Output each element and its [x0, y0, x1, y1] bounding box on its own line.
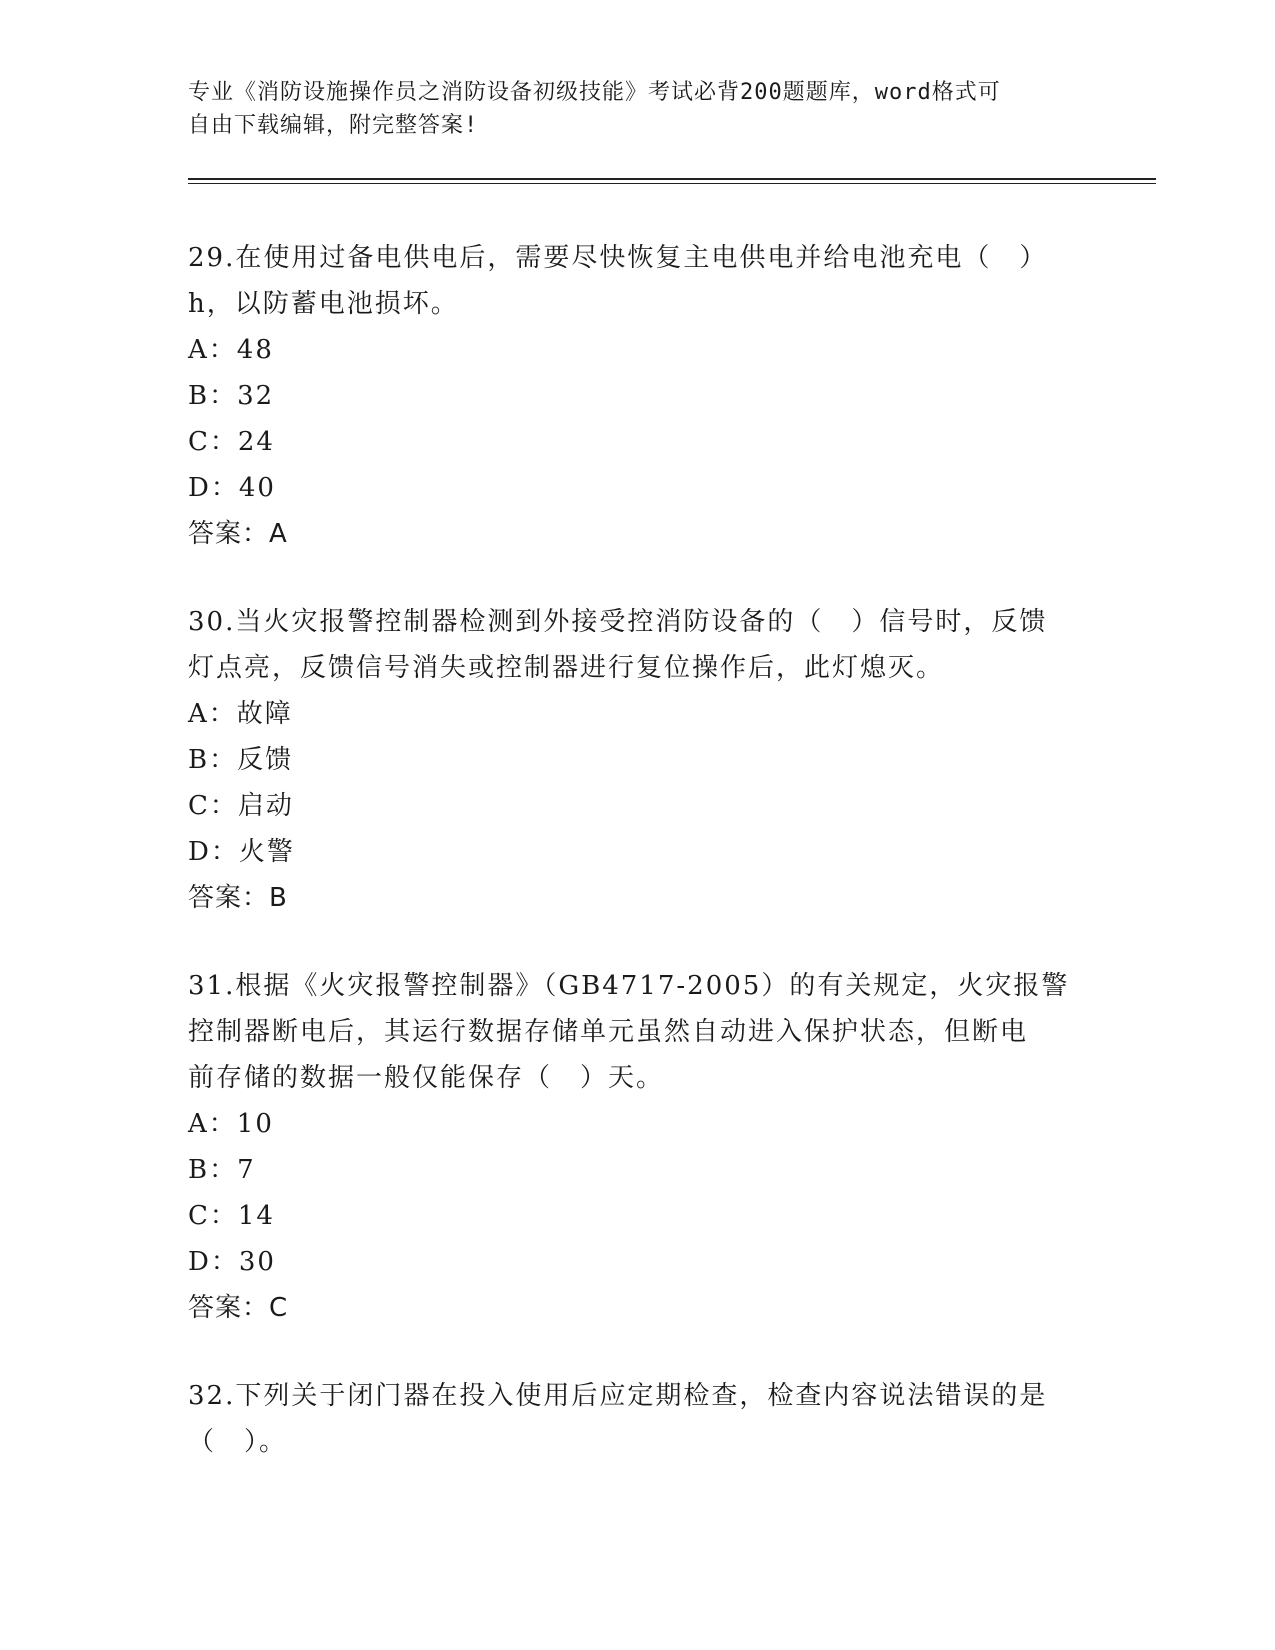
question-stem-line: 32.下列关于闭门器在投入使用后应定期检查，检查内容说法错误的是	[188, 1381, 1048, 1411]
question-29	[188, 235, 1078, 557]
header-divider-thick	[188, 178, 1156, 180]
header-line-1: 专业《消防设施操作员之消防设备初级技能》考试必背200题题库，word格式可	[188, 80, 1001, 105]
question-stem-line: 控制器断电后，其运行数据存储单元虽然自动进入保护状态，但断电	[188, 1017, 1029, 1047]
question-stem-line: 灯点亮，反馈信号消失或控制器进行复位操作后，此灯熄灭。	[188, 653, 945, 683]
option-a: A：故障	[188, 699, 293, 729]
option-a: A：10	[188, 1109, 274, 1139]
answer-line: 答案：B	[188, 883, 288, 913]
question-stem-line: 31.根据《火灾报警控制器》（GB4717-2005）的有关规定，火灾报警	[188, 971, 1070, 1001]
option-c: C：14	[188, 1201, 275, 1231]
question-30	[188, 599, 1078, 921]
question-stem-line: 29.在使用过备电供电后，需要尽快恢复主电供电并给电池充电（ ）	[188, 243, 1048, 273]
option-c: C：24	[188, 427, 275, 457]
header-divider-thin	[188, 183, 1156, 184]
option-d: D：30	[188, 1247, 276, 1277]
document-header	[188, 76, 1068, 142]
option-d: D：火警	[188, 837, 295, 867]
question-32	[188, 1373, 1078, 1465]
option-d: D：40	[188, 473, 276, 503]
option-b: B：7	[188, 1155, 256, 1185]
answer-line: 答案：A	[188, 519, 288, 549]
answer-line: 答案：C	[188, 1293, 289, 1323]
option-b: B：反馈	[188, 745, 294, 775]
question-31	[188, 963, 1078, 1331]
question-stem-line: （ ）。	[188, 1427, 288, 1457]
option-a: A：48	[188, 335, 274, 365]
question-stem-line: h，以防蓄电池损坏。	[188, 289, 459, 319]
question-stem-line: 30.当火灾报警控制器检测到外接受控消防设备的（ ）信号时，反馈	[188, 607, 1048, 637]
option-c: C：启动	[188, 791, 294, 821]
header-line-2: 自由下载编辑，附完整答案!	[188, 113, 479, 138]
question-stem-line: 前存储的数据一般仅能保存（ ）天。	[188, 1063, 665, 1093]
option-b: B：32	[188, 381, 275, 411]
